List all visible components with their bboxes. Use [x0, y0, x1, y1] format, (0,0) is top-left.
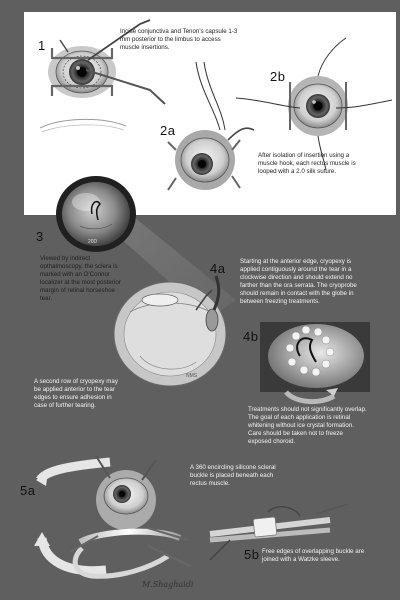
eye-mark: NMS — [186, 373, 198, 379]
step-number-5a: 5a — [20, 483, 36, 498]
caption-step-1: Incise conjunctiva and Tenon's capsule 1-3 mm posterior to the limbus to access muscle insertions. — [120, 28, 238, 51]
lens-mark: 20D — [88, 239, 98, 245]
eye-suture-figure — [168, 62, 254, 190]
step-number-2a: 2a — [160, 123, 176, 138]
caption-step-5b: Free edges of overlapping buckle are joined with a Watzke sleeve. — [262, 548, 365, 563]
step-number-2b: 2b — [270, 69, 286, 84]
step-number-5b: 5b — [244, 547, 260, 562]
scleral-buckle-figure — [34, 456, 190, 576]
caption-step-4c: A second row of cryopexy may be applied anterior to the tear edges to ensure adhesion in case of further tearing. — [34, 378, 118, 409]
eye-traction-figure — [236, 38, 392, 170]
step-number-4a: 4a — [210, 261, 226, 276]
caption-step-5a: A 360 encircling silicone scleral buckle is placed beneath each rectus muscle. — [190, 464, 276, 487]
step-number-1: 1 — [38, 38, 46, 53]
step-number-4b: 4b — [243, 329, 259, 344]
fundus-cryopexy-figure — [260, 322, 370, 402]
caption-step-4a: Starting at the anterior edge, cryopexy is applied contiguously around the tear in a clockwise direction and should extend no farther than the ora serrata. The cryoprobe should remain in contact with the globe in between freezing treatments. — [240, 258, 357, 305]
eye-cross-section-figure — [114, 276, 226, 386]
artist-signature: M.Shaghaidi — [142, 580, 194, 589]
caption-step-2b: After isolation of insertion using a muscle hook, each rectus muscle is looped with a 2.0 silk suture. — [258, 152, 356, 175]
step-number-3: 3 — [36, 229, 44, 244]
caption-step-4b: Treatments should not significantly overlap. The goal of each application is retinal whitening without ice crystal formation. Care should be taken not to freeze exposed choroid. — [248, 406, 367, 445]
caption-step-3: Viewed by indirect opthalmoscopy, the sclera is marked with an O'Connor localizer at the most posterior margin of retinal horseshoe tear. — [40, 255, 121, 302]
